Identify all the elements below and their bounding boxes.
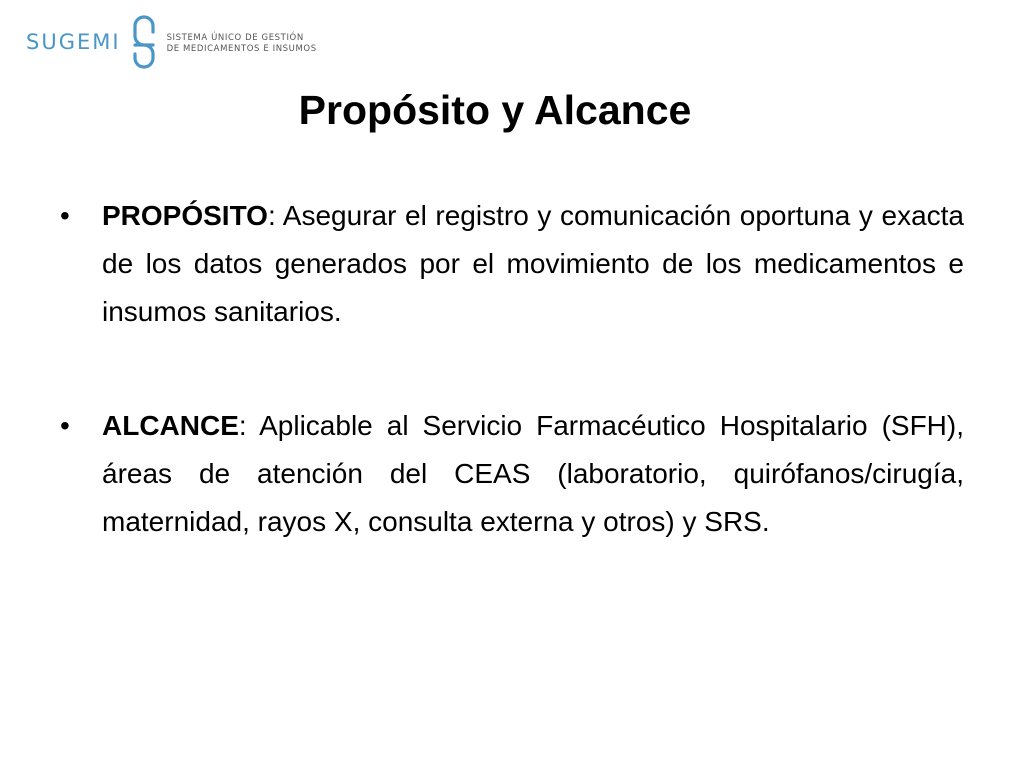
bullet-term: PROPÓSITO: [102, 200, 268, 231]
bullet-proposito: [60, 192, 964, 336]
logo-tagline-line-1: SISTEMA ÚNICO DE GESTIÓN: [166, 32, 304, 43]
bullet-list: [60, 192, 964, 546]
logo-tagline: [167, 30, 317, 55]
slide-title: Propósito y Alcance: [298, 87, 692, 133]
bullet-text: : Asegurar el registro y comunicación oportuna y exacta de los datos generados por el movimiento de los medicamentos e insumos sanitarios.: [102, 200, 964, 327]
bullet-term: ALCANCE: [102, 410, 239, 441]
bullet-alcance: [60, 402, 964, 546]
sugemi-logo: [26, 14, 317, 70]
logo-tagline-line-2: DE MEDICAMENTOS E INSUMOS: [166, 43, 317, 54]
bullet-marker: •: [60, 410, 70, 441]
bullet-marker: •: [60, 200, 70, 231]
logo-mark-icon: [129, 14, 159, 70]
bullet-text: : Aplicable al Servicio Farmacéutico Hospitalario (SFH), áreas de atención del CEAS (laboratorio, quirófanos/cirugía, maternidad, rayos X, consulta externa y otros) y SRS.: [102, 410, 964, 537]
logo-wordmark: SUGEMI: [26, 30, 121, 54]
